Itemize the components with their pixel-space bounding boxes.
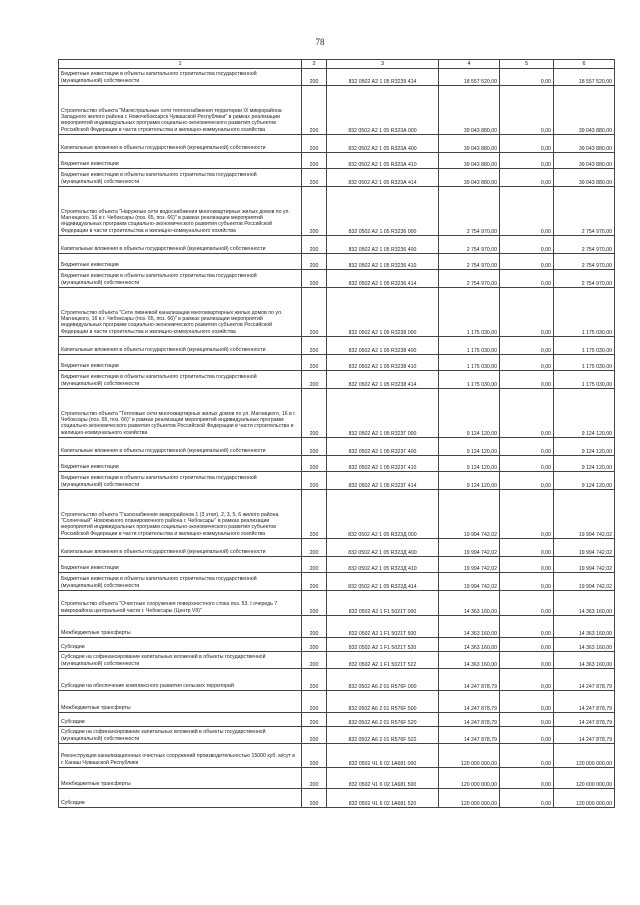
- row-amount: 14 247 878,79: [439, 691, 500, 713]
- row-amount: 18 557 520,00: [439, 69, 500, 86]
- row-total: 39 043 880,00: [554, 169, 615, 187]
- row-kbk: 832 0502 А2 1 05 R323Д 414: [327, 573, 439, 591]
- row-change: 0,00: [500, 591, 554, 616]
- table-row: [59, 456, 615, 472]
- row-change: 0,00: [500, 727, 554, 744]
- row-code: 200: [302, 557, 327, 573]
- row-kbk: 832 0502 А2 1 05 R3238 000: [327, 288, 439, 337]
- row-total: 2 754 970,00: [554, 236, 615, 254]
- row-amount: 2 754 970,00: [439, 187, 500, 236]
- table-row: [59, 713, 615, 727]
- row-code: 200: [302, 789, 327, 808]
- row-name: Бюджетные инвестиции в объекты капитального строительства государственной (муниципальной) собственности: [59, 270, 302, 288]
- row-change: 0,00: [500, 135, 554, 153]
- row-total: 14 363 160,00: [554, 638, 615, 652]
- row-change: 0,00: [500, 638, 554, 652]
- row-total: 14 247 878,79: [554, 669, 615, 691]
- row-change: 0,00: [500, 270, 554, 288]
- row-amount: 2 754 970,00: [439, 254, 500, 270]
- row-code: 200: [302, 616, 327, 638]
- row-name: Капитальные вложения в объекты государственной (муниципальной) собственности: [59, 236, 302, 254]
- row-amount: 1 175 030,00: [439, 288, 500, 337]
- row-code: 200: [302, 768, 327, 789]
- row-code: 200: [302, 744, 327, 768]
- row-name: Капитальные вложения в объекты государственной (муниципальной) собственности: [59, 337, 302, 355]
- row-amount: 14 247 878,79: [439, 713, 500, 727]
- table-row: [59, 669, 615, 691]
- row-total: 19 994 742,02: [554, 557, 615, 573]
- row-name: Строительство объекта "Магистральные сети теплоснабжения территории IX микрорайона Западного жилого района г. Новочебоксарск Чувашской Республики" в рамках реализации мероприятий индивидуальных программ социально-экономического развития субъектов Российской Федерации в части строительства и жилищно-коммунального хозяйства: [59, 86, 302, 135]
- row-amount: 120 000 000,00: [439, 744, 500, 768]
- table-row: [59, 270, 615, 288]
- row-kbk: 832 0502 А2 1 05 R3238 400: [327, 337, 439, 355]
- row-change: 0,00: [500, 573, 554, 591]
- row-code: 200: [302, 490, 327, 539]
- table-row: [59, 135, 615, 153]
- row-amount: 9 124 120,00: [439, 456, 500, 472]
- row-kbk: 832 0502 А6 2 01 R576F 520: [327, 713, 439, 727]
- row-kbk: 832 0502 А2 1 05 R323Г 000: [327, 389, 439, 438]
- row-amount: 14 247 878,79: [439, 669, 500, 691]
- row-change: 0,00: [500, 669, 554, 691]
- row-code: 200: [302, 669, 327, 691]
- row-name: Бюджетные инвестиции: [59, 254, 302, 270]
- row-amount: 1 175 030,00: [439, 355, 500, 371]
- header-cell: 4: [439, 60, 500, 69]
- table-row: [59, 573, 615, 591]
- row-total: 39 043 880,00: [554, 86, 615, 135]
- row-change: 0,00: [500, 438, 554, 456]
- row-total: 120 000 000,00: [554, 789, 615, 808]
- row-kbk: 832 0502 А2 1 F1 5021Т 000: [327, 591, 439, 616]
- row-amount: 9 124 120,00: [439, 438, 500, 456]
- row-code: 200: [302, 288, 327, 337]
- row-code: 200: [302, 187, 327, 236]
- row-amount: 9 124 120,00: [439, 389, 500, 438]
- row-amount: 39 043 880,00: [439, 86, 500, 135]
- row-name: Бюджетные инвестиции: [59, 456, 302, 472]
- header-cell: 5: [500, 60, 554, 69]
- row-name: Капитальные вложения в объекты государственной (муниципальной) собственности: [59, 438, 302, 456]
- row-name: Бюджетные инвестиции в объекты капитального строительства государственной (муниципальной) собственности: [59, 573, 302, 591]
- row-total: 1 175 030,00: [554, 337, 615, 355]
- row-amount: 120 000 000,00: [439, 768, 500, 789]
- row-code: 200: [302, 337, 327, 355]
- row-amount: 39 043 880,00: [439, 169, 500, 187]
- row-code: 200: [302, 727, 327, 744]
- table-row: [59, 371, 615, 389]
- row-code: 200: [302, 591, 327, 616]
- row-total: 14 247 878,79: [554, 727, 615, 744]
- row-name: Субсидии на софинансирование капитальных вложений в объекты государственной (муниципальной) собственности: [59, 652, 302, 669]
- row-total: 14 247 878,79: [554, 713, 615, 727]
- row-code: 200: [302, 355, 327, 371]
- table-row: [59, 472, 615, 490]
- row-amount: 14 247 878,79: [439, 727, 500, 744]
- row-name: Строительство объекта "Сети ливневой канализации многоквартирных жилых домов по ул. Магницкого, 16 в г. Чебоксары (поз. 65, поз. 66)" в рамках реализации мероприятий индивидуальных программ социально-экономического развития субъектов Российской Федерации в части строительства и жилищно-коммунального хозяйства: [59, 288, 302, 337]
- row-name: Капитальные вложения в объекты государственной (муниципальной) собственности: [59, 135, 302, 153]
- row-name: Строительство объекта "Очистные сооружения поверхностного стока поз. 53. I очередь 7 микрорайона центральной части г. Чебоксары (Центр VII)": [59, 591, 302, 616]
- row-amount: 2 754 970,00: [439, 236, 500, 254]
- table-row: [59, 727, 615, 744]
- row-change: 0,00: [500, 616, 554, 638]
- row-name: Бюджетные инвестиции: [59, 355, 302, 371]
- row-name: Бюджетные инвестиции в объекты капитального строительства государственной (муниципальной) собственности: [59, 169, 302, 187]
- row-kbk: 832 0502 А2 1 05 R323Д 000: [327, 490, 439, 539]
- row-code: 200: [302, 638, 327, 652]
- header-cell: 2: [302, 60, 327, 69]
- row-change: 0,00: [500, 153, 554, 169]
- row-kbk: 832 0502 А2 1 05 R3236 400: [327, 236, 439, 254]
- row-change: 0,00: [500, 86, 554, 135]
- row-total: 14 363 160,00: [554, 652, 615, 669]
- row-amount: 14 363 160,00: [439, 616, 500, 638]
- row-change: 0,00: [500, 768, 554, 789]
- row-kbk: 832 0502 А2 1 05 R323А 410: [327, 153, 439, 169]
- row-name: Межбюджетные трансферты: [59, 768, 302, 789]
- row-kbk: 832 0502 А2 1 05 R3238 414: [327, 371, 439, 389]
- row-kbk: 832 0502 А2 1 05 R323Г 410: [327, 456, 439, 472]
- row-code: 200: [302, 652, 327, 669]
- row-total: 19 994 742,02: [554, 539, 615, 557]
- row-amount: 14 363 160,00: [439, 591, 500, 616]
- row-kbk: 832 0502 А2 1 F1 5021Т 522: [327, 652, 439, 669]
- row-total: 1 175 030,00: [554, 355, 615, 371]
- table-row: [59, 187, 615, 236]
- row-change: 0,00: [500, 744, 554, 768]
- row-amount: 1 175 030,00: [439, 371, 500, 389]
- row-amount: 19 994 742,02: [439, 573, 500, 591]
- row-total: 19 994 742,02: [554, 490, 615, 539]
- table-row: [59, 86, 615, 135]
- row-code: 200: [302, 472, 327, 490]
- table-row: [59, 789, 615, 808]
- row-total: 2 754 970,00: [554, 254, 615, 270]
- row-change: 0,00: [500, 236, 554, 254]
- row-amount: 14 363 160,00: [439, 638, 500, 652]
- table-row: [59, 557, 615, 573]
- row-kbk: 832 0502 Ч1 6 02 1А681 000: [327, 744, 439, 768]
- table-row: [59, 539, 615, 557]
- page-number: 78: [315, 37, 325, 47]
- row-amount: 39 043 880,00: [439, 153, 500, 169]
- row-name: Бюджетные инвестиции в объекты капитального строительства государственной (муниципальной) собственности: [59, 371, 302, 389]
- row-total: 14 363 160,00: [554, 616, 615, 638]
- row-change: 0,00: [500, 169, 554, 187]
- row-kbk: 832 0502 А6 2 01 R576F 500: [327, 691, 439, 713]
- row-total: 1 175 030,00: [554, 371, 615, 389]
- row-name: Строительство объекта "Тепловые сети многоквартирных жилых домов по ул. Магницкого, 16 в г. Чебоксары (поз. 65, поз. 66)" в рамках реализации мероприятий индивидуальных программ социально-экономического развития субъектов Российской Федерации в части строительства и жилищно-коммунального хозяйства: [59, 389, 302, 438]
- table-row: [59, 616, 615, 638]
- row-code: 200: [302, 456, 327, 472]
- row-kbk: 832 0502 А2 1 05 R3236 414: [327, 270, 439, 288]
- row-name: Бюджетные инвестиции в объекты капитального строительства государственной (муниципальной) собственности: [59, 69, 302, 86]
- table-row: [59, 638, 615, 652]
- row-code: 200: [302, 573, 327, 591]
- row-amount: 14 363 160,00: [439, 652, 500, 669]
- row-code: 200: [302, 169, 327, 187]
- row-change: 0,00: [500, 254, 554, 270]
- row-amount: 19 994 742,02: [439, 539, 500, 557]
- row-kbk: 832 0502 А2 1 05 R3236 000: [327, 187, 439, 236]
- row-change: 0,00: [500, 69, 554, 86]
- header-cell: 3: [327, 60, 439, 69]
- row-name: Строительство объекта "Газоснабжение микрорайонов 1 (3 этап), 2, 3, 5, 6 жилого района "Солнечный" Новоюжного планировочного района г. Чебоксары" в рамках реализации мероприятий индивидуальных программ социально-экономического развития субъектов Российской Федерации в части строительства и жилищно-коммунального хозяйства: [59, 490, 302, 539]
- row-total: 14 363 160,00: [554, 591, 615, 616]
- row-change: 0,00: [500, 371, 554, 389]
- row-total: 120 000 000,00: [554, 744, 615, 768]
- row-kbk: 832 0502 А2 1 05 R323Г 414: [327, 472, 439, 490]
- row-amount: 39 043 880,00: [439, 135, 500, 153]
- row-change: 0,00: [500, 337, 554, 355]
- row-name: Субсидии: [59, 789, 302, 808]
- row-total: 120 000 000,00: [554, 768, 615, 789]
- table-row: [59, 744, 615, 768]
- row-kbk: 832 0502 А6 2 01 R576F 522: [327, 727, 439, 744]
- row-amount: 9 124 120,00: [439, 472, 500, 490]
- row-kbk: 832 0502 Ч1 6 02 1А681 500: [327, 768, 439, 789]
- row-code: 200: [302, 270, 327, 288]
- row-kbk: 832 0502 А6 2 01 R576F 000: [327, 669, 439, 691]
- row-total: 18 557 520,00: [554, 69, 615, 86]
- row-kbk: 832 0502 А2 1 05 R323Д 410: [327, 557, 439, 573]
- row-name: Межбюджетные трансферты: [59, 691, 302, 713]
- table-row: [59, 254, 615, 270]
- row-total: 9 124 120,00: [554, 456, 615, 472]
- row-kbk: 832 0502 А2 1 05 R3238 410: [327, 355, 439, 371]
- row-amount: 19 994 742,02: [439, 557, 500, 573]
- row-change: 0,00: [500, 456, 554, 472]
- table-row: [59, 490, 615, 539]
- row-change: 0,00: [500, 789, 554, 808]
- row-kbk: 832 0502 А2 1 05 R323Д 400: [327, 539, 439, 557]
- row-total: 2 754 970,00: [554, 270, 615, 288]
- row-change: 0,00: [500, 713, 554, 727]
- row-name: Субсидии: [59, 638, 302, 652]
- row-name: Субсидии на обеспечение комплексного развития сельских территорий: [59, 669, 302, 691]
- table-row: [59, 591, 615, 616]
- row-kbk: 832 0502 А2 1 05 R323Г 400: [327, 438, 439, 456]
- row-kbk: 832 0502 А2 1 05 R3236 410: [327, 254, 439, 270]
- row-kbk: 832 0502 А2 1 F1 5021Т 500: [327, 616, 439, 638]
- row-total: 14 247 878,79: [554, 691, 615, 713]
- table-header-row: [59, 60, 615, 69]
- row-amount: 120 000 000,00: [439, 789, 500, 808]
- row-total: 9 124 120,00: [554, 438, 615, 456]
- row-code: 200: [302, 236, 327, 254]
- row-code: 200: [302, 371, 327, 389]
- row-kbk: 832 0502 А2 1 F1 5021Т 520: [327, 638, 439, 652]
- row-change: 0,00: [500, 389, 554, 438]
- row-code: 200: [302, 389, 327, 438]
- row-change: 0,00: [500, 472, 554, 490]
- row-change: 0,00: [500, 652, 554, 669]
- row-kbk: 832 0502 А2 1 05 R3239 414: [327, 69, 439, 86]
- row-total: 39 043 880,00: [554, 135, 615, 153]
- row-total: 9 124 120,00: [554, 389, 615, 438]
- row-amount: 19 994 742,02: [439, 490, 500, 539]
- table-row: [59, 153, 615, 169]
- row-change: 0,00: [500, 355, 554, 371]
- row-amount: 2 754 970,00: [439, 270, 500, 288]
- row-code: 200: [302, 69, 327, 86]
- row-kbk: 832 0502 А2 1 05 R323А 414: [327, 169, 439, 187]
- header-cell: 6: [554, 60, 615, 69]
- table-row: [59, 652, 615, 669]
- row-code: 200: [302, 254, 327, 270]
- row-code: 200: [302, 153, 327, 169]
- row-total: 9 124 120,00: [554, 472, 615, 490]
- row-code: 200: [302, 713, 327, 727]
- row-kbk: 832 0502 Ч1 6 02 1А681 520: [327, 789, 439, 808]
- row-total: 19 994 742,02: [554, 573, 615, 591]
- table-row: [59, 288, 615, 337]
- table-row: [59, 438, 615, 456]
- row-total: 2 754 970,00: [554, 187, 615, 236]
- row-name: Реконструкция канализационных очистных сооружений производительностью 15000 куб. м/сут в г. Канаш Чувашской Республики: [59, 744, 302, 768]
- row-change: 0,00: [500, 490, 554, 539]
- table-row: [59, 768, 615, 789]
- table-row: [59, 337, 615, 355]
- row-name: Бюджетные инвестиции в объекты капитального строительства государственной (муниципальной) собственности: [59, 472, 302, 490]
- table-row: [59, 691, 615, 713]
- row-change: 0,00: [500, 187, 554, 236]
- table-row: [59, 236, 615, 254]
- row-total: 39 043 880,00: [554, 153, 615, 169]
- table-row: [59, 169, 615, 187]
- row-change: 0,00: [500, 288, 554, 337]
- row-name: Межбюджетные трансферты: [59, 616, 302, 638]
- row-kbk: 832 0502 А2 1 05 R323А 000: [327, 86, 439, 135]
- row-kbk: 832 0502 А2 1 05 R323А 400: [327, 135, 439, 153]
- row-name: Субсидии: [59, 713, 302, 727]
- budget-table: [58, 59, 615, 808]
- row-name: Бюджетные инвестиции: [59, 557, 302, 573]
- row-code: 200: [302, 539, 327, 557]
- table-body: [59, 60, 615, 808]
- row-total: 1 175 030,00: [554, 288, 615, 337]
- table-row: [59, 355, 615, 371]
- row-name: Субсидии на софинансирование капитальных вложений в объекты государственной (муниципальной) собственности: [59, 727, 302, 744]
- row-code: 200: [302, 438, 327, 456]
- row-change: 0,00: [500, 557, 554, 573]
- row-change: 0,00: [500, 691, 554, 713]
- row-code: 200: [302, 86, 327, 135]
- row-change: 0,00: [500, 539, 554, 557]
- row-name: Капитальные вложения в объекты государственной (муниципальной) собственности: [59, 539, 302, 557]
- header-cell: 1: [59, 60, 302, 69]
- row-name: Строительство объекта "Наружные сети водоснабжения многоквартирных жилых домов по ул. Магницкого, 16 в г. Чебоксары (поз. 65, поз. 66)" в рамках реализации мероприятий индивидуальных программ социально-экономического развития субъектов Российской Федерации в части строительства и жилищно-коммунального хозяйства: [59, 187, 302, 236]
- row-name: Бюджетные инвестиции: [59, 153, 302, 169]
- row-code: 200: [302, 691, 327, 713]
- row-code: 200: [302, 135, 327, 153]
- row-amount: 1 175 030,00: [439, 337, 500, 355]
- table-row: [59, 69, 615, 86]
- table-row: [59, 389, 615, 438]
